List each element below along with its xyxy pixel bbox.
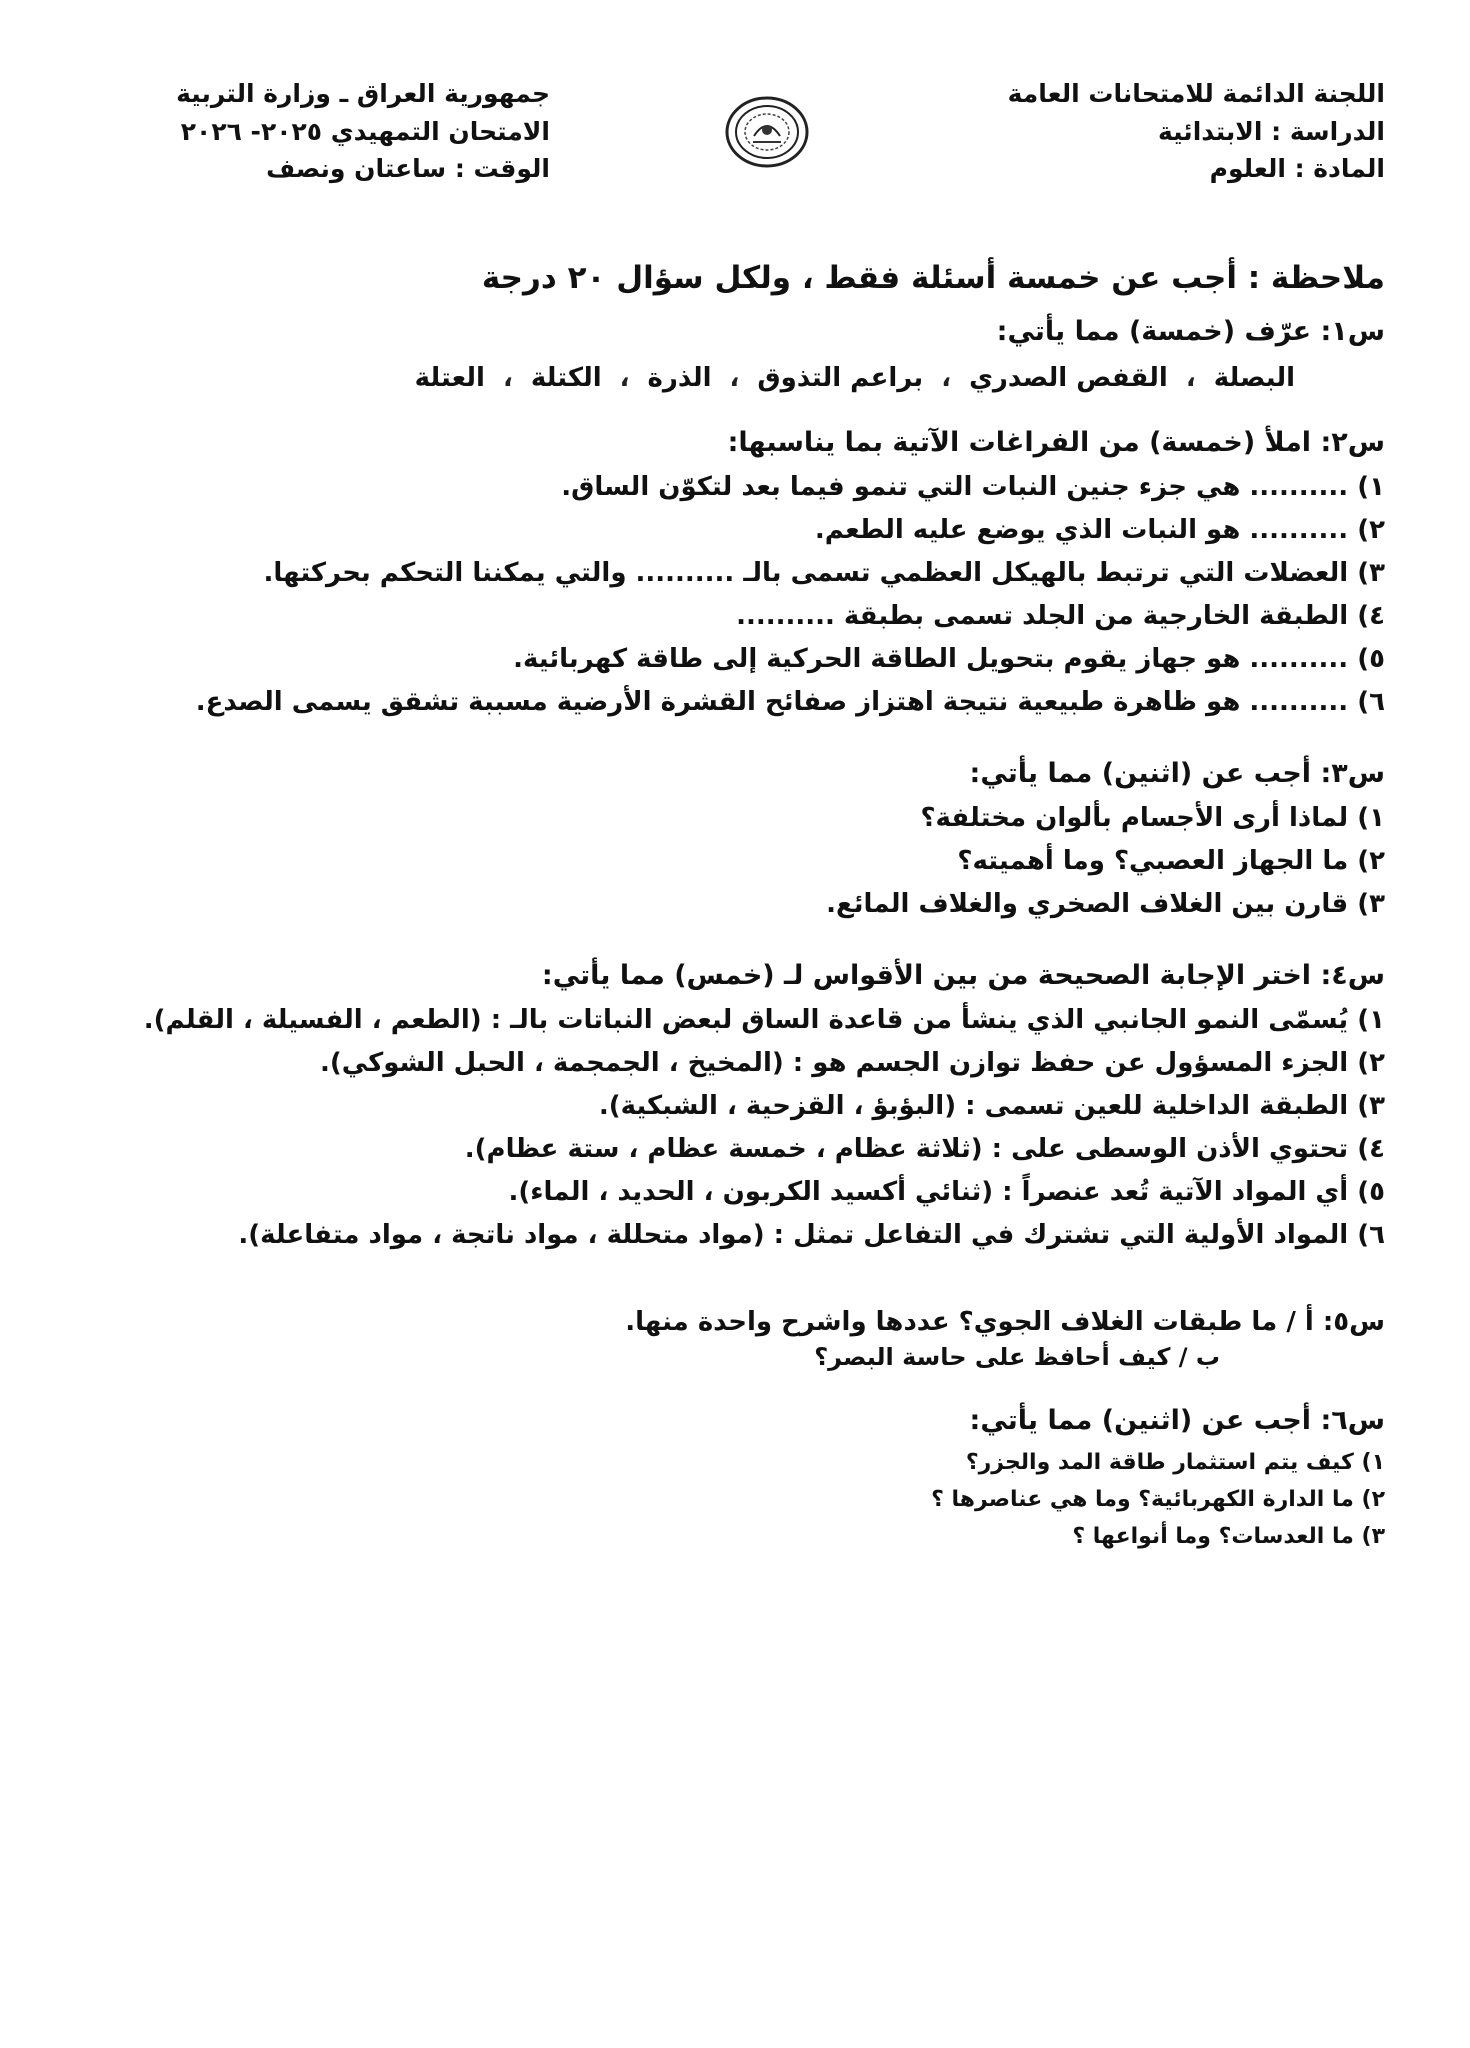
question-4-list xyxy=(85,999,1385,1257)
list-item: ٤) الطبقة الخارجية من الجلد تسمى بطبقة .......... xyxy=(736,601,1385,631)
question-6 xyxy=(85,1405,1385,1555)
exam-content xyxy=(85,260,1385,1589)
subject: المادة : العلوم xyxy=(1209,154,1385,183)
question-2 xyxy=(85,427,1385,724)
question-1-title: س١: عرّف (خمسة) مما يأتي: xyxy=(996,316,1385,347)
question-5 xyxy=(85,1307,1385,1371)
country-ministry: جمهورية العراق ـ وزارة التربية xyxy=(176,79,550,108)
list-item: ٣) ما العدسات؟ وما أنواعها ؟ xyxy=(1072,1524,1385,1549)
question-5-part-a: س٥: أ / ما طبقات الغلاف الجوي؟ عددها واشرح واحدة منها. xyxy=(625,1307,1385,1337)
question-2-list xyxy=(85,466,1385,724)
header-left-block xyxy=(90,75,550,188)
list-item: ١) لماذا أرى الأجسام بألوان مختلفة؟ xyxy=(920,803,1385,833)
list-item: ٥) .......... هو جهاز يقوم بتحويل الطاقة الحركية إلى طاقة كهربائية. xyxy=(513,644,1385,674)
exam-note: ملاحظة : أجب عن خمسة أسئلة فقط ، ولكل سؤال ٢٠ درجة xyxy=(481,260,1385,296)
question-2-title: س٢: املأ (خمسة) من الفراغات الآتية بما يناسبها: xyxy=(727,427,1385,458)
list-item: ٣) الطبقة الداخلية للعين تسمى : (البؤبؤ ، القزحية ، الشبكية). xyxy=(598,1091,1385,1121)
question-4-title: س٤: اختر الإجابة الصحيحة من بين الأقواس لـ (خمس) مما يأتي: xyxy=(541,960,1385,991)
list-item: ٢) .......... هو النبات الذي يوضع عليه الطعم. xyxy=(814,515,1385,545)
official-seal-icon xyxy=(720,92,815,172)
question-3-list xyxy=(85,797,1385,926)
question-1-terms: البصلة ، القفص الصدري ، براعم التذوق ، الذرة ، الكتلة ، العتلة xyxy=(414,363,1295,393)
list-item: ٦) .......... هو ظاهرة طبيعية نتيجة اهتزاز صفائح القشرة الأرضية مسببة تشقق يسمى الصدع. xyxy=(195,687,1385,717)
term-item: القفص الصدري xyxy=(969,363,1168,393)
question-6-list xyxy=(85,1444,1385,1555)
exam-time: الوقت : ساعتان ونصف xyxy=(266,154,550,183)
list-item: ٥) أي المواد الآتية تُعد عنصراً : (ثنائي أكسيد الكربون ، الحديد ، الماء). xyxy=(508,1177,1385,1207)
question-1 xyxy=(85,316,1385,393)
study-level: الدراسة : الابتدائية xyxy=(1157,116,1385,146)
committee-name: اللجنة الدائمة للامتحانات العامة xyxy=(1007,79,1385,108)
term-item: الذرة xyxy=(647,363,712,393)
list-item: ٢) الجزء المسؤول عن حفظ توازن الجسم هو : (المخيخ ، الجمجمة ، الحبل الشوكي). xyxy=(320,1048,1385,1078)
list-item: ١) يُسمّى النمو الجانبي الذي ينشأ من قاعدة الساق لبعض النباتات بالـ : (الطعم ، الفسيلة ، القلم). xyxy=(143,1005,1385,1035)
list-item: ٣) العضلات التي ترتبط بالهيكل العظمي تسمى بالـ .......... والتي يمكننا التحكم بحركتها. xyxy=(263,558,1385,588)
question-4 xyxy=(85,960,1385,1257)
list-item: ٤) تحتوي الأذن الوسطى على : (ثلاثة عظام ، خمسة عظام ، ستة عظام). xyxy=(464,1134,1385,1164)
exam-name: الامتحان التمهيدي ٢٠٢٥- ٢٠٢٦ xyxy=(180,116,550,146)
list-item: ٣) قارن بين الغلاف الصخري والغلاف المائع. xyxy=(826,889,1385,919)
question-5-part-b: ب / كيف أحافظ على حاسة البصر؟ xyxy=(814,1343,1220,1371)
list-item: ٦) المواد الأولية التي تشترك في التفاعل تمثل : (مواد متحللة ، مواد ناتجة ، مواد متفاعلة). xyxy=(238,1220,1385,1250)
question-3 xyxy=(85,758,1385,926)
list-item: ٢) ما الدارة الكهربائية؟ وما هي عناصرها ؟ xyxy=(931,1487,1385,1512)
list-item: ٢) ما الجهاز العصبي؟ وما أهميته؟ xyxy=(957,846,1385,876)
term-item: العتلة xyxy=(414,363,485,393)
question-6-title: س٦: أجب عن (اثنين) مما يأتي: xyxy=(969,1405,1385,1436)
list-item: ١) كيف يتم استثمار طاقة المد والجزر؟ xyxy=(965,1450,1385,1475)
term-item: البصلة xyxy=(1213,363,1295,393)
header-right-block xyxy=(865,75,1385,188)
question-3-title: س٣: أجب عن (اثنين) مما يأتي: xyxy=(969,758,1385,789)
term-item: براعم التذوق xyxy=(757,363,924,393)
term-item: الكتلة xyxy=(530,363,602,393)
list-item: ١) .......... هي جزء جنين النبات التي تنمو فيما بعد لتكوّن الساق. xyxy=(561,472,1385,502)
